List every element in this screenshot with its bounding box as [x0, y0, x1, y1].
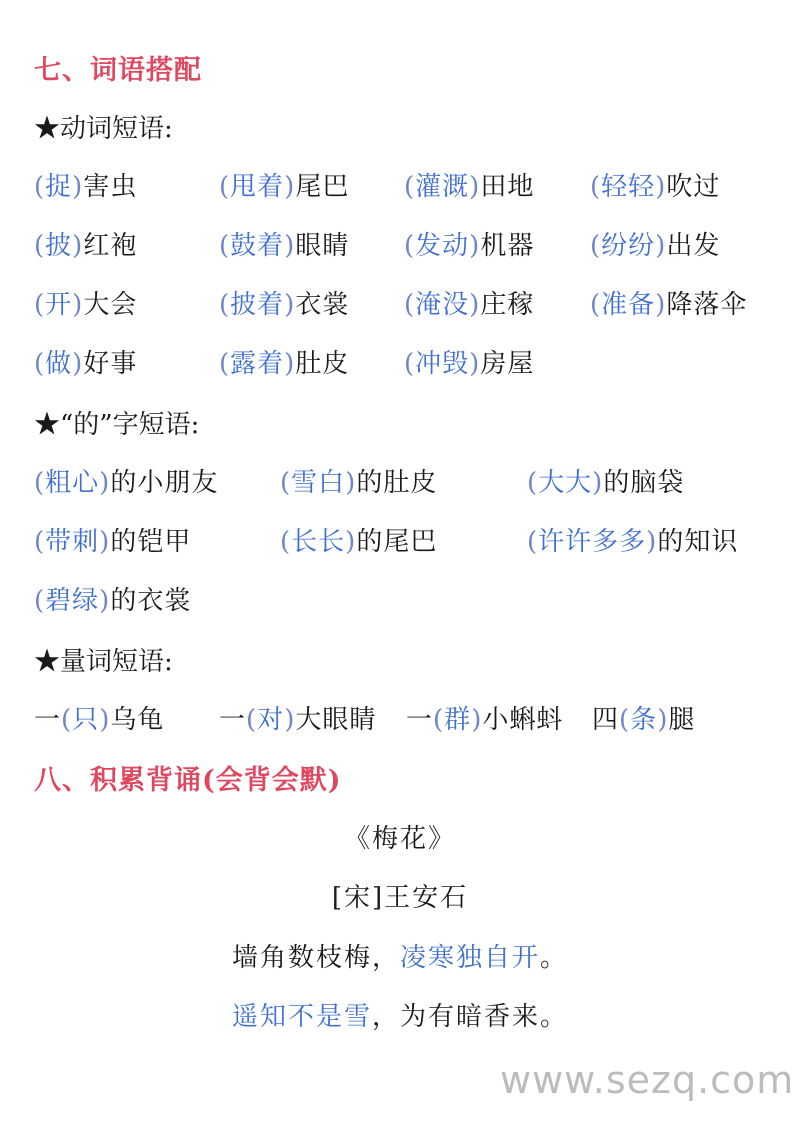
paren-open: (: [61, 705, 73, 735]
phrase-item: [590, 284, 747, 321]
phrase-answer: 对: [257, 705, 285, 735]
phrase-item: [34, 284, 137, 321]
paren-open: (: [590, 231, 602, 261]
paren-close: ): [345, 527, 357, 557]
phrase-answer: 轻轻: [601, 172, 656, 202]
paren-close: ): [345, 468, 357, 498]
phrase-item: [34, 462, 218, 499]
phrase-answer: 露着: [230, 349, 285, 379]
phrase-suffix: 的小朋友: [110, 468, 219, 498]
poem-title: 《梅花》: [343, 824, 456, 854]
phrase-answer: 淹没: [415, 290, 470, 320]
phrase-suffix: 害虫: [83, 172, 138, 202]
phrase-suffix: 红袍: [83, 231, 138, 261]
phrase-item: [590, 225, 720, 262]
paren-open: (: [404, 290, 416, 320]
poem-line-2: [0, 996, 800, 1033]
phrase-row: [34, 166, 794, 202]
phrase-suffix: 的铠甲: [110, 527, 192, 557]
watermark: www.sezq.com: [500, 1058, 795, 1102]
phrase-suffix: 机器: [480, 231, 535, 261]
phrase-suffix: 田地: [480, 172, 535, 202]
paren-open: (: [34, 468, 46, 498]
phrase-suffix: 的尾巴: [356, 527, 438, 557]
phrase-item: [404, 225, 534, 262]
paren-close: ): [655, 172, 667, 202]
phrase-answer: 碧绿: [45, 586, 100, 616]
phrase-item: [404, 284, 534, 321]
phrase-row: [34, 580, 794, 616]
phrase-answer: 长长: [291, 527, 346, 557]
phrase-item: [280, 521, 437, 558]
phrase-row: [34, 699, 794, 735]
phrase-item: [527, 521, 738, 558]
phrase-suffix: 的脑袋: [603, 468, 685, 498]
phrase-suffix: 小蝌蚪: [482, 705, 564, 735]
phrase-answer: 大大: [538, 468, 593, 498]
paren-open: (: [404, 172, 416, 202]
phrase-answer: 做: [45, 349, 73, 379]
paren-close: ): [72, 231, 84, 261]
paren-close: ): [99, 468, 111, 498]
phrase-item: [406, 699, 563, 736]
paren-open: (: [280, 468, 292, 498]
paren-open: (: [219, 290, 231, 320]
paren-open: (: [219, 172, 231, 202]
paren-close: ): [284, 290, 296, 320]
phrase-answer: 鼓着: [230, 231, 285, 261]
phrase-suffix: 的衣裳: [110, 586, 192, 616]
phrase-item: [34, 343, 137, 380]
phrase-item: [404, 343, 534, 380]
poem-line-text: 墙角数枝梅，: [231, 943, 400, 973]
paren-close: ): [592, 468, 604, 498]
measure-phrases-label: ★量词短语:: [34, 647, 173, 677]
phrase-item: [592, 699, 695, 736]
paren-close: ): [284, 231, 296, 261]
paren-close: ): [646, 527, 658, 557]
phrase-item: [404, 166, 534, 203]
paren-close: ): [72, 290, 84, 320]
phrase-answer: 只: [72, 705, 100, 735]
phrase-answer: 捉: [45, 172, 73, 202]
paren-close: ): [657, 705, 669, 735]
paren-open: (: [219, 231, 231, 261]
phrase-row: [34, 343, 794, 379]
poem-line-answer: 凌寒独自开: [399, 943, 540, 973]
paren-open: (: [34, 172, 46, 202]
phrase-item: [34, 580, 191, 617]
poem-line-1: [0, 937, 800, 974]
phrase-item: [219, 225, 349, 262]
phrase-answer: 披: [45, 231, 73, 261]
phrase-row: [34, 225, 794, 261]
paren-close: ): [655, 290, 667, 320]
section-7-title: 七、词语搭配: [34, 55, 202, 86]
phrase-row: [34, 284, 794, 320]
paren-close: ): [471, 705, 483, 735]
phrase-suffix: 庄稼: [480, 290, 535, 320]
paren-open: (: [34, 586, 46, 616]
phrase-item: [219, 284, 349, 321]
paren-open: (: [590, 172, 602, 202]
paren-close: ): [469, 290, 481, 320]
poem-line-answer: 遥知不是雪: [231, 1002, 372, 1032]
phrase-answer: 发动: [415, 231, 470, 261]
paren-close: ): [284, 705, 296, 735]
paren-close: ): [72, 349, 84, 379]
de-phrases-label: ★“的”字短语:: [34, 410, 200, 440]
section-8-title: 八、积累背诵(会背会默): [34, 765, 342, 796]
phrase-prefix: 一: [219, 705, 247, 735]
phrase-suffix: 乌龟: [110, 705, 165, 735]
paren-open: (: [246, 705, 258, 735]
phrase-prefix: 一: [34, 705, 62, 735]
phrase-suffix: 大会: [83, 290, 138, 320]
paren-open: (: [219, 349, 231, 379]
phrase-answer: 开: [45, 290, 73, 320]
paren-close: ): [284, 349, 296, 379]
paren-open: (: [404, 231, 416, 261]
paren-close: ): [655, 231, 667, 261]
phrase-answer: 披着: [230, 290, 285, 320]
phrase-item: [527, 462, 684, 499]
phrase-suffix: 尾巴: [295, 172, 350, 202]
phrase-answer: 群: [444, 705, 472, 735]
paren-open: (: [527, 468, 539, 498]
phrase-suffix: 腿: [668, 705, 696, 735]
phrase-answer: 雪白: [291, 468, 346, 498]
paren-open: (: [34, 231, 46, 261]
phrase-suffix: 降落伞: [666, 290, 748, 320]
phrase-suffix: 的知识: [657, 527, 739, 557]
paren-open: (: [619, 705, 631, 735]
verb-phrases-label: ★动词短语:: [34, 114, 173, 144]
phrase-answer: 条: [630, 705, 658, 735]
phrase-prefix: 一: [406, 705, 434, 735]
phrase-answer: 甩着: [230, 172, 285, 202]
phrase-suffix: 房屋: [480, 349, 535, 379]
paren-open: (: [433, 705, 445, 735]
phrase-item: [219, 699, 376, 736]
phrase-answer: 粗心: [45, 468, 100, 498]
phrase-suffix: 吹过: [666, 172, 721, 202]
paren-open: (: [34, 290, 46, 320]
paren-close: ): [469, 172, 481, 202]
phrase-item: [590, 166, 720, 203]
paren-open: (: [34, 349, 46, 379]
phrase-suffix: 出发: [666, 231, 721, 261]
paren-open: (: [34, 527, 46, 557]
phrase-suffix: 的肚皮: [356, 468, 438, 498]
phrase-item: [34, 521, 191, 558]
poem-author: [宋]王安石: [331, 883, 469, 913]
paren-close: ): [469, 231, 481, 261]
phrase-item: [34, 699, 164, 736]
phrase-item: [219, 166, 349, 203]
phrase-suffix: 大眼睛: [295, 705, 377, 735]
phrase-item: [34, 166, 137, 203]
phrase-suffix: 好事: [83, 349, 138, 379]
phrase-answer: 纷纷: [601, 231, 656, 261]
paren-close: ): [99, 705, 111, 735]
paren-open: (: [527, 527, 539, 557]
phrase-answer: 冲毁: [415, 349, 470, 379]
paren-close: ): [469, 349, 481, 379]
phrase-answer: 灌溉: [415, 172, 470, 202]
phrase-prefix: 四: [592, 705, 620, 735]
phrase-item: [280, 462, 437, 499]
phrase-answer: 带刺: [45, 527, 100, 557]
phrase-row: [34, 462, 794, 498]
poem-line-text: ，为有暗香来。: [372, 1002, 569, 1032]
phrase-item: [34, 225, 137, 262]
phrase-suffix: 肚皮: [295, 349, 350, 379]
phrase-answer: 许许多多: [538, 527, 647, 557]
paren-close: ): [72, 172, 84, 202]
poem-line-punct: 。: [540, 943, 569, 973]
paren-open: (: [590, 290, 602, 320]
phrase-answer: 准备: [601, 290, 656, 320]
paren-close: ): [99, 527, 111, 557]
phrase-item: [219, 343, 349, 380]
phrase-suffix: 衣裳: [295, 290, 350, 320]
paren-close: ): [99, 586, 111, 616]
paren-close: ): [284, 172, 296, 202]
paren-open: (: [404, 349, 416, 379]
phrase-row: [34, 521, 794, 557]
paren-open: (: [280, 527, 292, 557]
phrase-suffix: 眼睛: [295, 231, 350, 261]
